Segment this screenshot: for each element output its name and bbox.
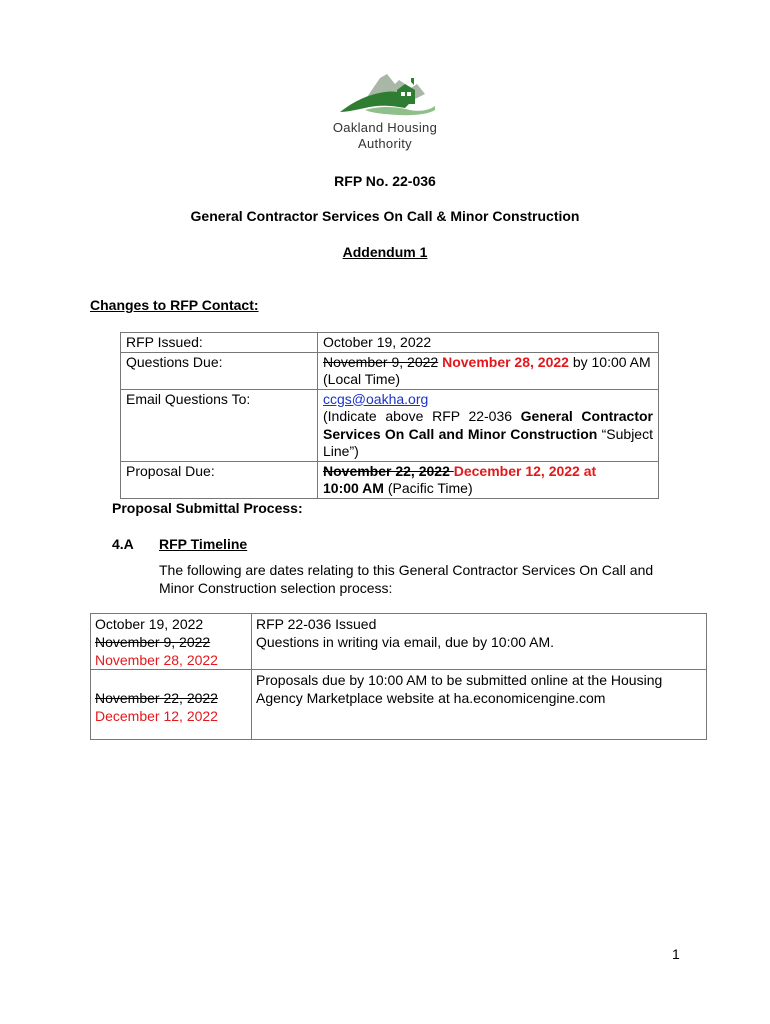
table-row — [121, 333, 659, 353]
rfp-timeline-table — [90, 613, 707, 740]
proposal-label: Proposal Due: — [121, 461, 318, 498]
questions-value — [318, 352, 659, 389]
logo-name-line1: Oakland Housing — [332, 120, 438, 135]
table-row — [121, 389, 659, 461]
email-note-prefix: (Indicate above RFP 22-036 — [323, 408, 521, 424]
questions-new-date: November 28, 2022 — [442, 353, 569, 370]
rfp-contact-table — [120, 332, 659, 499]
proposal-time: 10:00 AM — [323, 480, 384, 496]
email-note-bold: General Contractor Services On Call and Minor Construction — [323, 408, 653, 442]
rfp-title: General Contractor Services On Call & Minor Construction — [190, 208, 580, 224]
house-landscape-logo-icon — [325, 70, 450, 120]
questions-new-date: November 28, 2022 — [95, 652, 218, 668]
contact-heading: Changes to RFP Contact: — [90, 297, 259, 313]
timeline-dates-cell — [91, 614, 252, 670]
oha-logo-text — [310, 120, 460, 152]
proposal-value — [318, 461, 659, 498]
proposal-timezone: (Pacific Time) — [383, 480, 473, 496]
email-label: Email Questions To: — [121, 389, 318, 461]
proposal-new-date: December 12, 2022 — [95, 708, 218, 724]
questions-old-date: November 9, 2022 — [95, 634, 211, 650]
proposal-event: Proposals due by 10:00 AM to be submitted online at the Housing Agency Marketplace website at ha.economicengine.com — [252, 670, 707, 740]
submittal-heading: Proposal Submittal Process: — [112, 500, 303, 516]
page-number: 1 — [672, 946, 680, 962]
questions-time: by 10:00 AM (Local Time) — [323, 353, 651, 387]
email-value — [318, 389, 659, 461]
issued-label: RFP Issued: — [121, 333, 318, 353]
proposal-new-date: December 12, 2022 at — [453, 462, 597, 479]
proposal-old-date: November 22, 2022 — [95, 690, 218, 706]
timeline-heading: RFP Timeline — [159, 536, 248, 552]
timeline-events-cell — [252, 614, 707, 670]
questions-event: Questions in writing via email, due by 10:00 AM. — [256, 634, 555, 650]
issued-value: October 19, 2022 — [318, 333, 659, 353]
addendum-title: Addendum 1 — [342, 244, 428, 260]
issued-date: October 19, 2022 — [95, 616, 204, 632]
proposal-old-date: November 22, 2022 — [323, 462, 454, 479]
table-row — [121, 352, 659, 389]
table-row — [91, 614, 707, 670]
rfp-number: RFP No. 22-036 — [334, 173, 436, 189]
proposal-dates-cell — [91, 670, 252, 740]
logo-name-line2: Authority — [357, 136, 412, 151]
section-number: 4.A — [112, 536, 134, 552]
email-link[interactable]: ccgs@oakha.org — [323, 390, 429, 407]
questions-label: Questions Due: — [121, 352, 318, 389]
timeline-intro-paragraph: The following are dates relating to this General Contractor Services On Call and Minor Construction selection process: — [159, 562, 654, 596]
questions-old-date: November 9, 2022 — [323, 353, 439, 370]
table-row — [91, 670, 707, 740]
issued-event: RFP 22-036 Issued — [256, 616, 377, 632]
email-note-suffix: “Subject Line”) — [323, 425, 653, 459]
table-row — [121, 461, 659, 498]
